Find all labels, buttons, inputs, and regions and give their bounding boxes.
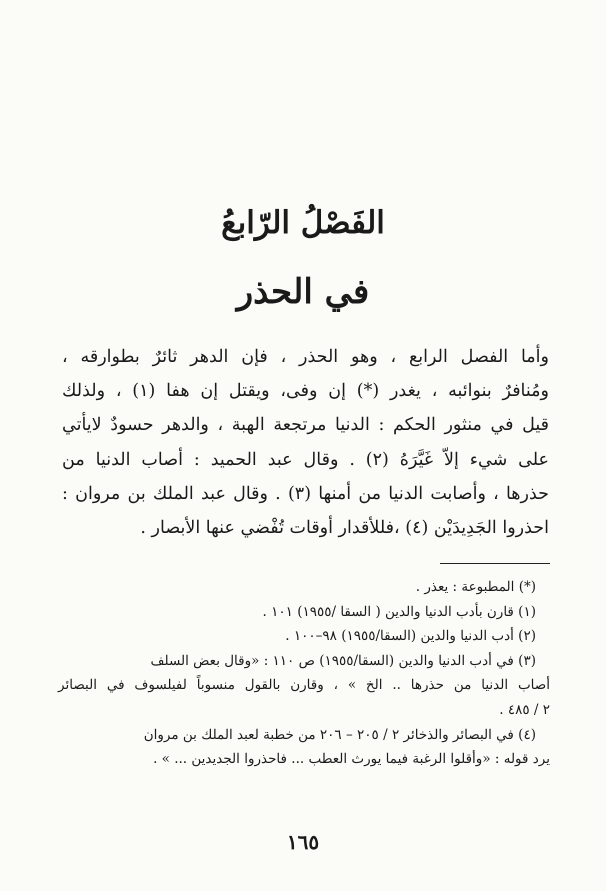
footnote-continuation: ٢ / ٤٨٥ . bbox=[499, 701, 550, 718]
body-line: احذروا الجَدِيدَيْن (٤) ،فللأقدار أوقات تُفْضي عنها الأبصار . bbox=[140, 518, 549, 539]
section-title: في الحذر bbox=[236, 272, 370, 312]
footnote: (*) المطبوعة : يعذر . bbox=[415, 579, 536, 595]
body-line: ومُنافرٌ بنوائبه ، يغدر (*) إن وفى، ويقتل إن هفا (١) ، ولذلك bbox=[62, 381, 549, 402]
body-line: حذرها ، وأصابت الدنيا من أمنها (٣) . وقال عبد الملك بن مروان : bbox=[62, 483, 549, 504]
body-paragraph bbox=[62, 340, 549, 545]
footnote: (١) قارن بأدب الدنيا والدين ( السقا /١٩٥٥) ١٠١ . bbox=[262, 603, 536, 620]
footnotes bbox=[58, 575, 550, 772]
page-number: ١٦٥ bbox=[286, 830, 320, 854]
footnote-divider bbox=[440, 563, 550, 564]
footnote: (٢) أدب الدنيا والدين (السقا/١٩٥٥) ٩٨–١٠٠ . bbox=[285, 628, 536, 645]
body-line: على شيء إلاّ غَيَّرَهُ (٢) . وقال عبد الحميد : أصاب الدنيا من bbox=[62, 449, 549, 470]
footnote: (٣) في أدب الدنيا والدين (السقا/١٩٥٥) ص ١١٠ : «وقال بعض السلف bbox=[150, 652, 536, 669]
body-line: وأما الفصل الرابع ، وهو الحذر ، فإن الدهر ثائرٌ بطوارقه ، bbox=[62, 347, 549, 367]
footnote-continuation: أصاب الدنيا من حذرها .. الخ » ، وقارن بالقول منسوباً لفيلسوف في البصائر bbox=[58, 677, 550, 694]
footnote: (٤) في البصائر والذخائر ٢ / ٢٠٥ – ٢٠٦ من خطبة لعبد الملك بن مروان bbox=[143, 726, 536, 743]
body-line: قيل في منثور الحكم : الدنيا مرتجعة الهبة ، والدهر حسودٌ لايأتي bbox=[62, 415, 549, 436]
footnote-continuation: يرد قوله : «وأقلوا الرغبة فيما يورث العطب ... فاحذروا الجديدين ... » . bbox=[153, 751, 550, 768]
chapter-title: الفَصْلُ الرّابعُ bbox=[221, 205, 385, 241]
